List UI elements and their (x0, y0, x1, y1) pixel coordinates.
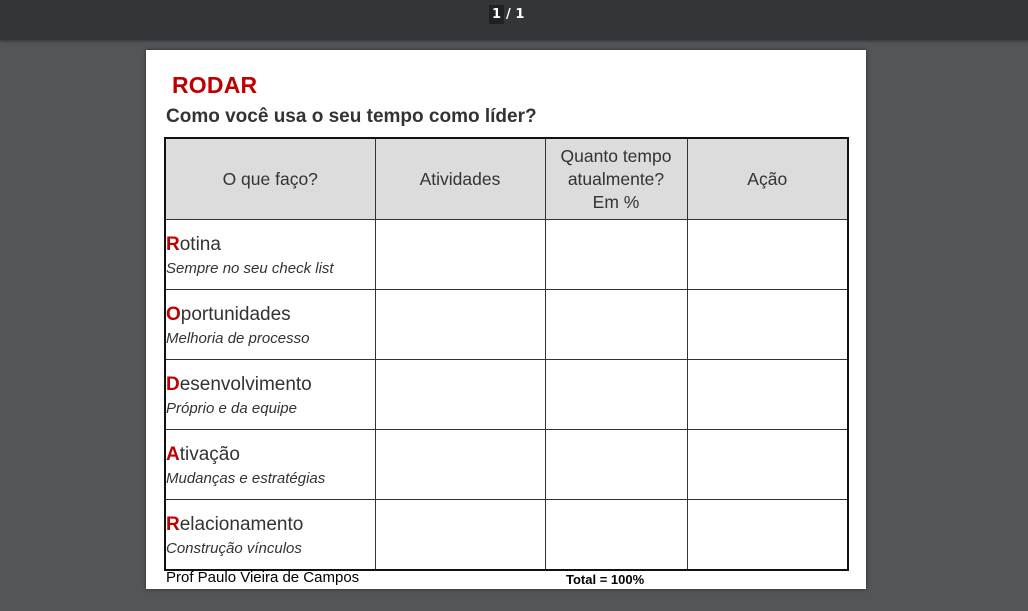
acao-cell (687, 500, 848, 571)
document-page (146, 50, 866, 589)
atividades-cell (375, 220, 545, 290)
table-header-row (165, 138, 848, 220)
category-name (166, 303, 375, 327)
category-name (166, 233, 375, 257)
total-pages: / 1 (506, 7, 525, 22)
atividades-cell (375, 290, 545, 360)
footer-total: Total = 100% (566, 572, 645, 587)
table-row (165, 290, 848, 360)
category-name (166, 443, 375, 467)
category-description: Mudanças e estratégias (166, 469, 326, 487)
acao-cell (687, 290, 848, 360)
category-initial: O (166, 303, 181, 325)
category-name-rest: esenvolvimento (179, 373, 312, 395)
header-atividades: Atividades (375, 138, 545, 220)
document-title: RODAR (172, 72, 258, 98)
table-row (165, 430, 848, 500)
rodar-table (164, 137, 849, 571)
current-page-number[interactable]: 1 (489, 5, 504, 24)
category-description: Melhoria de processo (166, 329, 310, 347)
page-counter (489, 5, 526, 24)
header-quanto-tempo: Quanto tempo atualmente? Em % (545, 138, 687, 220)
category-name (166, 513, 375, 537)
category-name (166, 373, 375, 397)
tempo-cell (545, 290, 687, 360)
category-description: Sempre no seu check list (166, 259, 334, 277)
tempo-cell (545, 430, 687, 500)
category-name-rest: portunidades (180, 303, 291, 325)
category-name-rest: tivação (179, 443, 240, 465)
acao-cell (687, 430, 848, 500)
acao-cell (687, 360, 848, 430)
atividades-cell (375, 500, 545, 571)
tempo-cell (545, 360, 687, 430)
category-initial: D (166, 373, 180, 395)
footer-author: Prof Paulo Vieira de Campos (166, 569, 360, 586)
table-row (165, 500, 848, 571)
tempo-cell (545, 500, 687, 571)
table-row (165, 220, 848, 290)
category-cell (165, 500, 375, 571)
category-initial: R (166, 513, 180, 535)
category-name-rest: otina (179, 233, 221, 255)
category-cell (165, 360, 375, 430)
category-cell (165, 220, 375, 290)
category-cell (165, 290, 375, 360)
acao-cell (687, 220, 848, 290)
category-name-rest: elacionamento (179, 513, 304, 535)
tempo-cell (545, 220, 687, 290)
pdf-viewer-toolbar (0, 0, 1028, 40)
atividades-cell (375, 430, 545, 500)
category-description: Próprio e da equipe (166, 399, 297, 417)
category-description: Construção vínculos (166, 539, 302, 557)
header-o-que-faco: O que faço? (165, 138, 375, 220)
table-row (165, 360, 848, 430)
document-subtitle: Como você usa o seu tempo como líder? (166, 106, 537, 127)
category-initial: A (166, 443, 180, 465)
category-initial: R (166, 233, 180, 255)
atividades-cell (375, 360, 545, 430)
category-cell (165, 430, 375, 500)
header-acao: Ação (687, 138, 848, 220)
